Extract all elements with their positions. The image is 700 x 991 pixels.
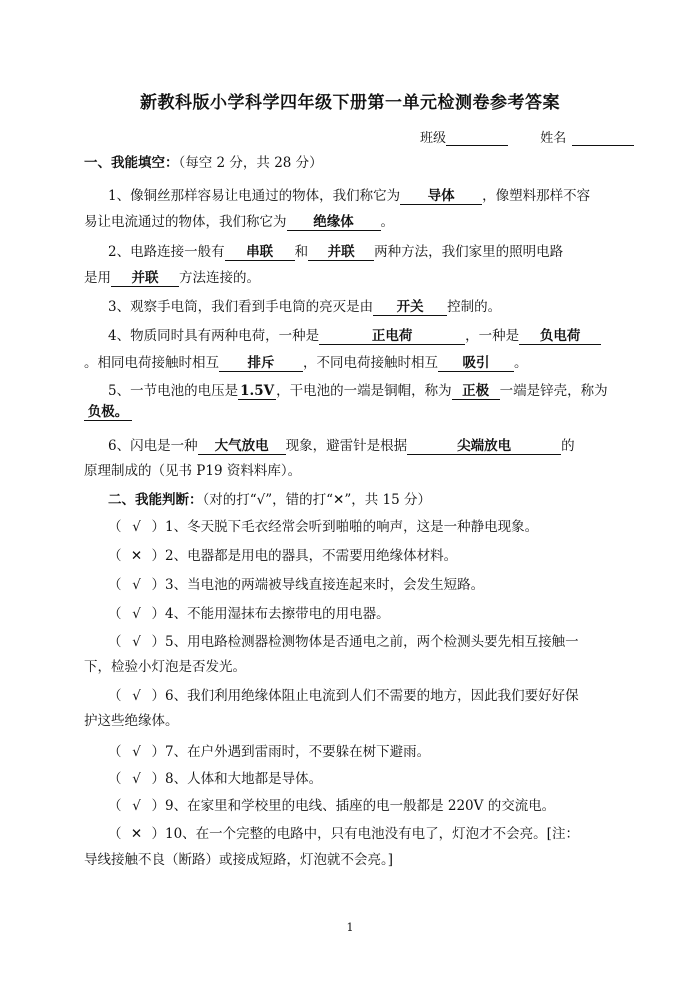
section2-note: （对的打“√”，错的打“✕”，共 15 分） (202, 492, 432, 508)
q6-text-a: 6、闪电是一种 (108, 438, 198, 454)
judge-text: ）3、当电池的两端被导线直接连起来时，会发生短路。 (151, 577, 485, 593)
q4-text-b: ，一种是 (465, 328, 520, 344)
class-name-line (420, 127, 634, 146)
q4-text-a: 4、物质同时具有两种电荷，一种是 (108, 328, 320, 344)
q6-text-b: 现象，避雷针是根据 (285, 438, 408, 454)
judge-text: ）8、人体和大地都是导体。 (151, 771, 323, 787)
q4-answer-3: 排斥 (219, 355, 303, 372)
q2-line1 (108, 240, 648, 261)
q1-text-c: 易让电流通过的物体，我们称它为 (84, 214, 287, 230)
q4-text-c: 。相同电荷接触时相互 (84, 355, 219, 371)
judge-text: ）4、不能用湿抹布去擦带电的用电器。 (151, 606, 390, 622)
q6-text-d: 原理制成的（见书 P19 资料料库）。 (84, 463, 302, 479)
section1-heading-line (84, 151, 624, 171)
q4-line2 (84, 351, 624, 372)
q2-answer-1: 串联 (225, 244, 295, 261)
q6-line2 (84, 459, 624, 479)
judge-item: （ √ ）9、在家里和学校里的电线、插座的电一般都是 220V 的交流电。 (108, 798, 556, 814)
q5-text-c: 一端是锌壳，称为 (499, 383, 608, 399)
q1-answer-2: 绝缘体 (287, 214, 381, 231)
q2-text-b: 和 (294, 244, 309, 260)
q5-answer-3: 负极。 (84, 404, 132, 421)
section1-heading: 一、我能填空： (84, 155, 179, 171)
judge-item: （ √ ）7、在户外遇到雷雨时，不要躲在树下避雨。 (108, 744, 431, 760)
judge-item-cont: 护这些绝缘体。 (84, 713, 179, 729)
judge-mark: √ (132, 519, 141, 535)
q1-text-b: ，像塑料那样不容 (482, 188, 591, 204)
q4-answer-4: 吸引 (438, 355, 514, 372)
section2-heading: 二、我能判断： (108, 492, 203, 508)
judge-text: ）9、在家里和学校里的电线、插座的电一般都是 220V 的交流电。 (151, 798, 556, 814)
judge-item: （ √ ）1、冬天脱下毛衣经常会听到啪啪的响声，这是一种静电现象。 (108, 519, 539, 535)
judge-text: ）10、在一个完整的电路中，只有电池没有电了，灯泡才不会亮。[注： (151, 826, 579, 842)
q1-answer-1: 导体 (400, 188, 482, 205)
judge-item-cont: 导线接触不良（断路）或接成短路，灯泡就不会亮。] (84, 852, 394, 868)
q3-line (108, 295, 648, 316)
q4-text-d: ，不同电荷接触时相互 (303, 355, 438, 371)
judge-mark: √ (132, 771, 141, 787)
q5-answer-1: 1.5V (238, 383, 276, 400)
page-title: 新教科版小学科学四年级下册第一单元检测卷参考答案 (140, 93, 560, 113)
q6-answer-1: 大气放电 (198, 438, 286, 455)
q5-text-a: 5、一节电池的电压是 (108, 383, 239, 399)
judge-mark: ✕ (130, 548, 143, 564)
q2-answer-2: 并联 (308, 244, 374, 261)
judge-mark: √ (132, 688, 141, 704)
judge-text: ）1、冬天脱下毛衣经常会听到啪啪的响声，这是一种静电现象。 (151, 519, 539, 535)
q2-text-a: 2、电路连接一般有 (108, 244, 225, 260)
q5-text-b: ，干电池的一端是铜帽，称为 (276, 383, 452, 399)
q1-text-d: 。 (380, 214, 394, 230)
q6-answer-2: 尖端放电 (407, 438, 561, 455)
q5-answer-2: 正极 (452, 383, 500, 400)
q6-text-c: 的 (561, 438, 575, 454)
q2-text-e: 方法连接的。 (179, 270, 260, 286)
q6-line1 (108, 434, 648, 455)
q1-text-a: 1、像铜丝那样容易让电通过的物体，我们称它为 (108, 188, 401, 204)
class-blank (446, 131, 508, 146)
name-blank (572, 131, 634, 146)
q5-line1 (108, 379, 648, 400)
q1-line1 (108, 184, 648, 205)
q4-text-e: 。 (514, 355, 528, 371)
judge-text: ）7、在户外遇到雷雨时，不要躲在树下避雨。 (151, 744, 431, 760)
q3-text-a: 3、观察手电筒，我们看到手电筒的亮灭是由 (108, 299, 374, 315)
q5-line2 (84, 404, 624, 421)
q2-answer-3: 并联 (111, 270, 179, 287)
class-label: 班级 (420, 131, 447, 146)
judge-item-cont: 下，检验小灯泡是否发光。 (84, 659, 246, 675)
judge-mark: ✕ (130, 826, 143, 842)
judge-item: （ √ ）4、不能用湿抹布去擦带电的用电器。 (108, 606, 390, 622)
judge-text: ）6、我们利用绝缘体阻止电流到人们不需要的地方，因此我们要好好保 (151, 688, 579, 704)
q2-text-d: 是用 (84, 270, 111, 286)
section2-heading-line (108, 488, 648, 508)
judge-mark: √ (132, 606, 141, 622)
judge-item: （ √ ）8、人体和大地都是导体。 (108, 771, 323, 787)
judge-text: ）5、用电路检测器检测物体是否通电之前，两个检测头要先相互接触一 (151, 634, 579, 650)
judge-mark: √ (132, 744, 141, 760)
section1-note: （每空 2 分，共 28 分） (178, 155, 323, 171)
q2-text-c: 两种方法，我们家里的照明电路 (374, 244, 564, 260)
judge-mark: √ (132, 577, 141, 593)
name-label: 姓名 (540, 131, 567, 146)
q4-line1 (108, 324, 648, 345)
judge-item: （ √ ）6、我们利用绝缘体阻止电流到人们不需要的地方，因此我们要好好保 (108, 688, 579, 704)
q4-answer-1: 正电荷 (319, 328, 465, 345)
judge-mark: √ (132, 798, 141, 814)
judge-text: ）2、电器都是用电的器具，不需要用绝缘体材料。 (151, 548, 458, 564)
page-number: 1 (346, 921, 354, 934)
q2-line2 (84, 266, 624, 287)
q1-line2 (84, 210, 624, 231)
q4-answer-2: 负电荷 (519, 328, 601, 345)
judge-item: （ ✕ ）2、电器都是用电的器具，不需要用绝缘体材料。 (108, 548, 458, 564)
judge-item: （ √ ）3、当电池的两端被导线直接连起来时，会发生短路。 (108, 577, 485, 593)
judge-item: （ √ ）5、用电路检测器检测物体是否通电之前，两个检测头要先相互接触一 (108, 634, 579, 650)
judge-item: （ ✕ ）10、在一个完整的电路中，只有电池没有电了，灯泡才不会亮。[注： (108, 826, 579, 842)
q3-text-b: 控制的。 (447, 299, 502, 315)
judge-mark: √ (132, 634, 141, 650)
q3-answer-1: 开关 (373, 299, 447, 316)
